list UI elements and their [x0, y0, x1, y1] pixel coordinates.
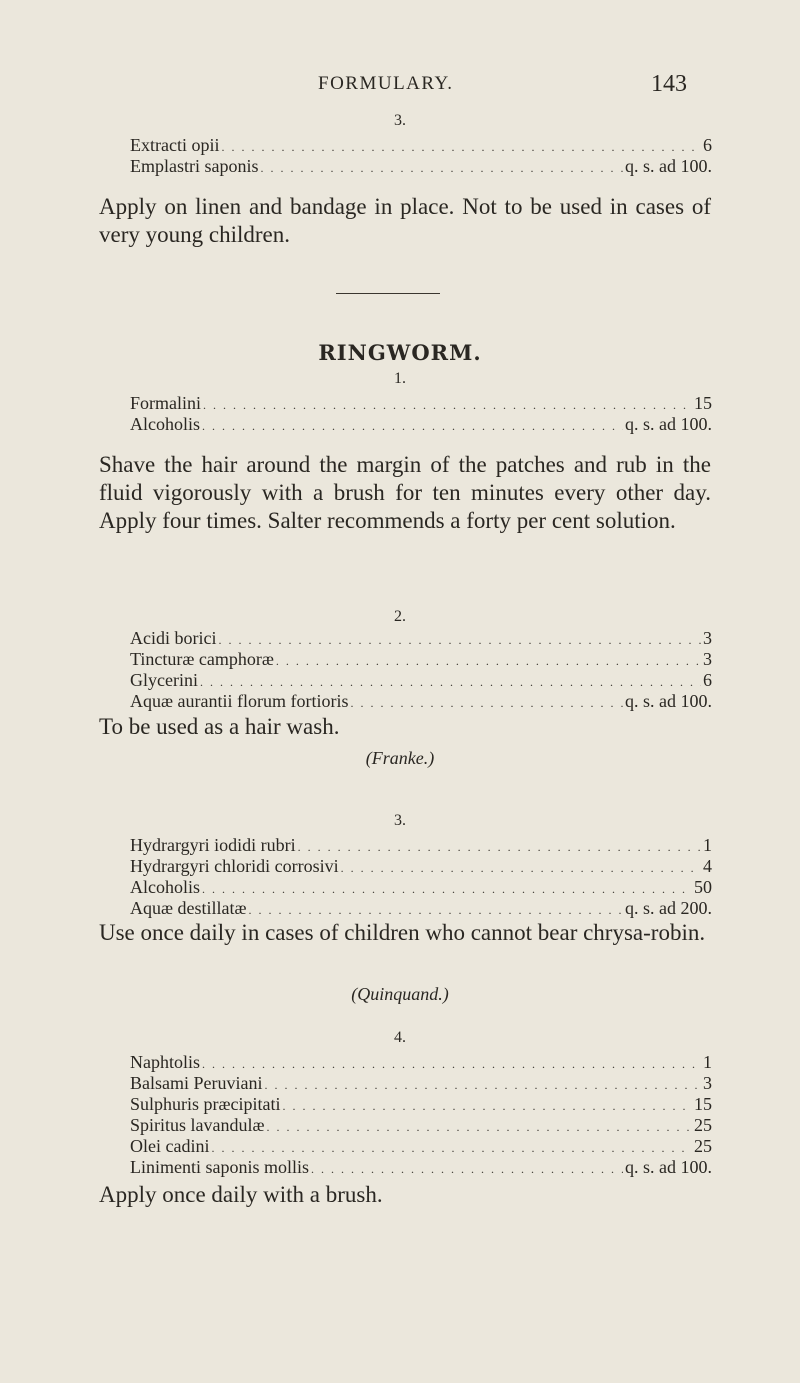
ingredient-line [130, 898, 712, 919]
leader-dots [311, 1162, 623, 1177]
ingredient-name: Olei cadini [130, 1136, 210, 1156]
ingredient-line [130, 691, 712, 712]
ingredient-amount: 6 [703, 135, 712, 155]
ingredient-line [130, 628, 712, 649]
ingredient-line [130, 1157, 712, 1178]
ingredient-amount: 4 [703, 856, 712, 876]
directions-paragraph: Apply once daily with a brush. [99, 1182, 383, 1207]
ingredient-amount: 1 [703, 1052, 712, 1072]
leader-dots [261, 161, 624, 176]
ingredient-name: Alcoholis [130, 877, 200, 897]
ingredient-line [130, 1094, 712, 1115]
ingredient-list [130, 1052, 712, 1178]
section-divider [336, 293, 440, 294]
ingredient-amount: 50 [694, 877, 712, 897]
ingredient-list [130, 135, 712, 177]
leader-dots [221, 140, 701, 155]
leader-dots [341, 861, 701, 876]
ingredient-amount: 15 [694, 393, 712, 413]
leader-dots [202, 419, 623, 434]
directions-paragraph: Apply on linen and bandage in place. Not to be used in cases of very young children. [99, 194, 711, 247]
ingredient-name: Emplastri saponis [130, 156, 259, 176]
ingredient-line [130, 156, 712, 177]
ingredient-line [130, 1052, 712, 1073]
ingredient-amount: 25 [694, 1115, 712, 1135]
leader-dots [202, 882, 692, 897]
ingredient-line [130, 414, 712, 435]
ingredient-list [130, 835, 712, 919]
ingredient-name: Glycerini [130, 670, 198, 690]
ingredient-amount: q. s. ad 200. [625, 898, 712, 918]
ingredient-amount: 3 [703, 1073, 712, 1093]
ingredient-amount: q. s. ad 100. [625, 156, 712, 176]
ingredient-name: Balsami Peruviani [130, 1073, 263, 1093]
ingredient-amount: q. s. ad 100. [625, 1157, 712, 1177]
running-title: FORMULARY. [318, 73, 454, 94]
author-attribution: (Quinquand.) [351, 984, 449, 1004]
ingredient-name: Linimenti saponis mollis [130, 1157, 309, 1177]
leader-dots [211, 1141, 692, 1156]
formula-number: 2. [394, 608, 406, 625]
leader-dots [203, 398, 692, 413]
ingredient-amount: 3 [703, 649, 712, 669]
formula-number: 4. [394, 1029, 406, 1046]
ingredient-amount: 25 [694, 1136, 712, 1156]
leader-dots [200, 675, 701, 690]
ingredient-line [130, 135, 712, 156]
ingredient-name: Acidi borici [130, 628, 217, 648]
ingredient-amount: 1 [703, 835, 712, 855]
ingredient-name: Alcoholis [130, 414, 200, 434]
ingredient-amount: q. s. ad 100. [625, 414, 712, 434]
running-head [0, 73, 800, 99]
ingredient-amount: q. s. ad 100. [625, 691, 712, 711]
ingredient-name: Hydrargyri iodidi rubri [130, 835, 296, 855]
ingredient-line [130, 856, 712, 877]
ingredient-list [130, 628, 712, 712]
leader-dots [276, 654, 701, 669]
ingredient-line [130, 393, 712, 414]
page-number: 143 [651, 71, 687, 97]
ingredient-name: Tincturæ camphoræ [130, 649, 274, 669]
formula-number: 1. [394, 370, 406, 387]
directions-paragraph: Use once daily in cases of children who cannot bear chrysa-robin. [99, 920, 706, 945]
formula-number: 3. [394, 812, 406, 829]
leader-dots [350, 696, 623, 711]
ingredient-name: Sulphuris præcipitati [130, 1094, 281, 1114]
ingredient-line [130, 835, 712, 856]
leader-dots [202, 1057, 701, 1072]
ingredient-line [130, 877, 712, 898]
ingredient-name: Aquæ aurantii florum fortioris [130, 691, 349, 711]
ingredient-name: Aquæ destillatæ [130, 898, 247, 918]
directions-paragraph: To be used as a hair wash. [99, 714, 340, 739]
leader-dots [298, 840, 701, 855]
author-attribution: (Franke.) [365, 748, 435, 768]
ingredient-amount: 15 [694, 1094, 712, 1114]
leader-dots [267, 1120, 693, 1135]
ingredient-name: Hydrargyri chloridi corrosivi [130, 856, 339, 876]
leader-dots [218, 633, 701, 648]
formula-number: 3. [394, 112, 406, 129]
ingredient-list [130, 393, 712, 435]
leader-dots [249, 903, 624, 918]
directions-paragraph: Shave the hair around the margin of the patches and rub in the fluid vigorously with a brush for ten minutes every other day. Apply four times. Salter recommends a forty per cent solution. [99, 452, 711, 533]
ingredient-amount: 6 [703, 670, 712, 690]
ingredient-amount: 3 [703, 628, 712, 648]
leader-dots [283, 1099, 693, 1114]
ingredient-line [130, 649, 712, 670]
ingredient-line [130, 1115, 712, 1136]
ingredient-name: Formalini [130, 393, 201, 413]
leader-dots [264, 1078, 701, 1093]
section-title: RINGWORM. [318, 340, 482, 365]
ingredient-name: Spiritus lavandulæ [130, 1115, 265, 1135]
ingredient-line [130, 1136, 712, 1157]
ingredient-name: Extracti opii [130, 135, 220, 155]
ingredient-line [130, 1073, 712, 1094]
ingredient-name: Naphtolis [130, 1052, 200, 1072]
ingredient-line [130, 670, 712, 691]
